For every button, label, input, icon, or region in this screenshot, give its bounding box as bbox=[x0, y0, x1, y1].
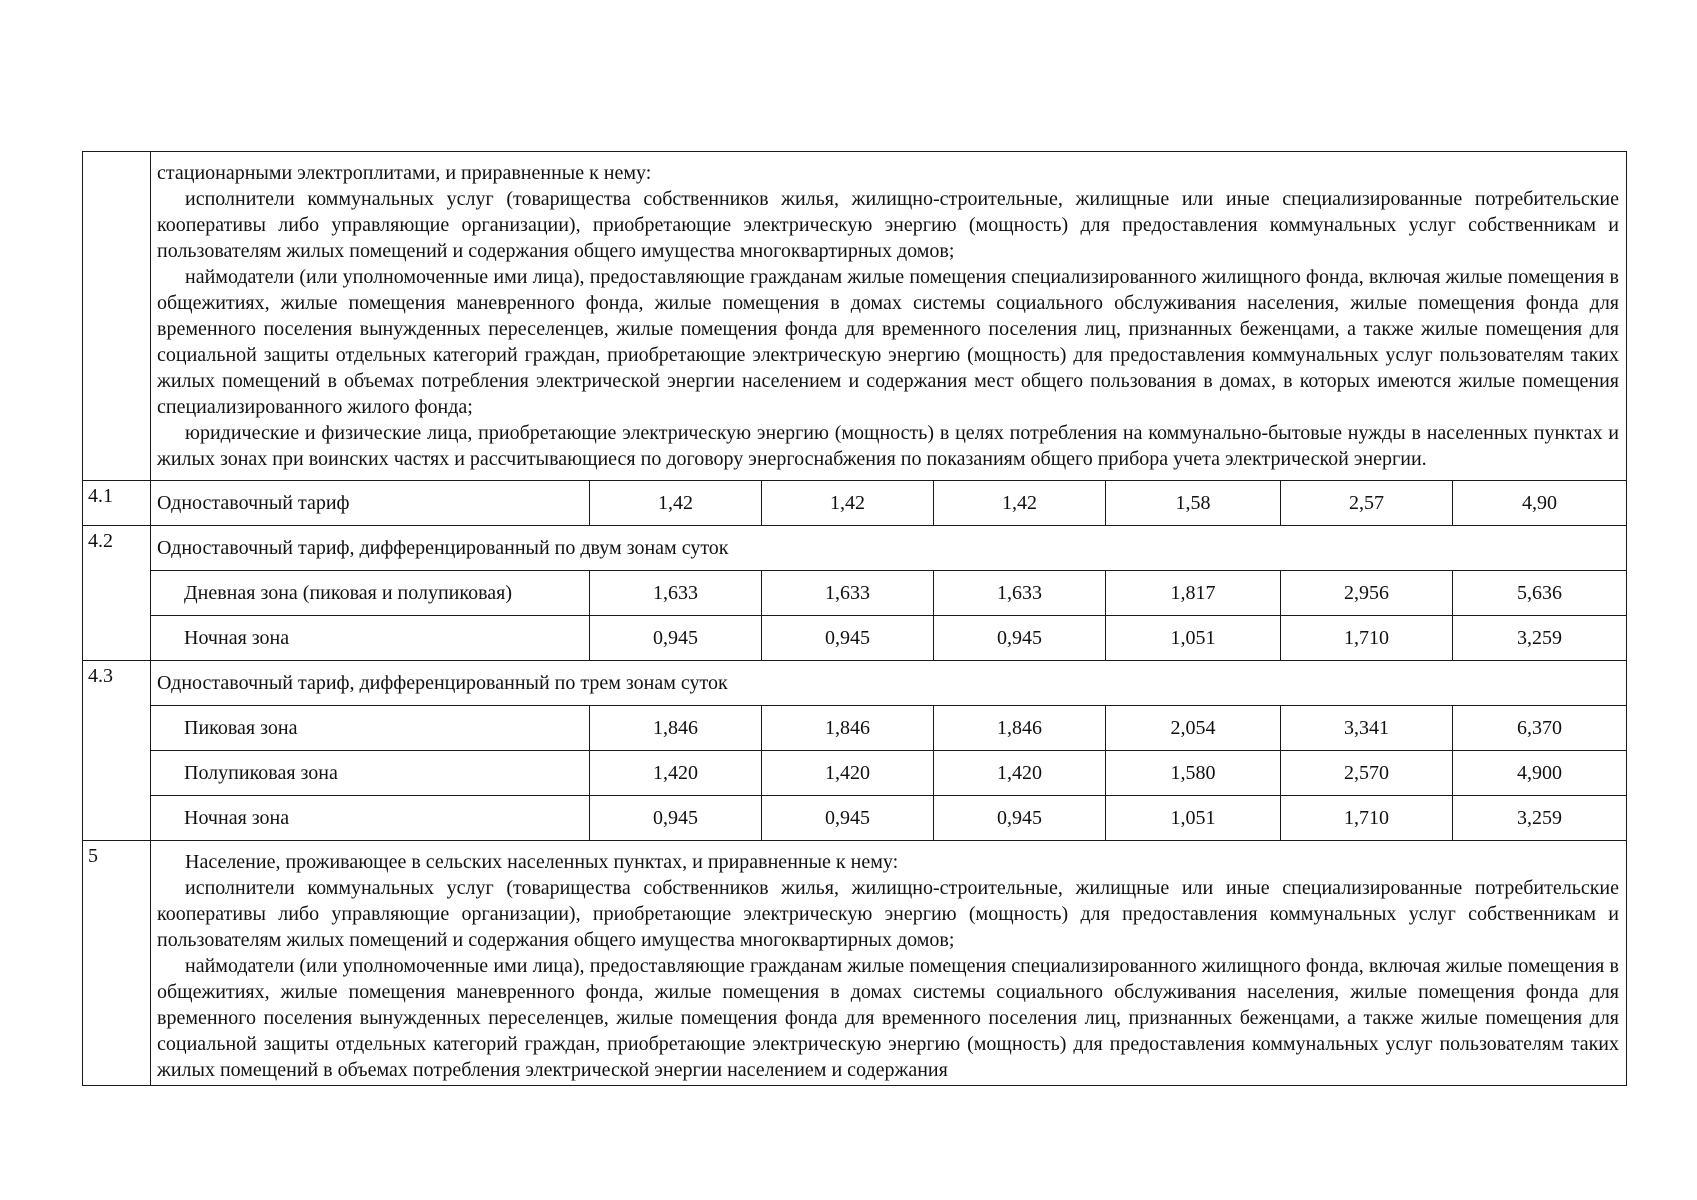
row-label-cell bbox=[151, 661, 1627, 706]
tariff-value: 2,570 bbox=[1344, 762, 1389, 784]
row-number: 4.1 bbox=[83, 481, 151, 526]
row-label: Одноставочный тариф, дифференцированный по двум зонам суток bbox=[157, 537, 729, 559]
tariff-value: 5,636 bbox=[1517, 582, 1562, 604]
tariff-table bbox=[82, 151, 1627, 1086]
value-cell bbox=[1106, 796, 1281, 841]
tariff-value: 0,945 bbox=[653, 807, 698, 829]
zone-label: Ночная зона bbox=[184, 627, 290, 649]
tariff-value: 1,817 bbox=[1170, 582, 1216, 604]
value-cell bbox=[762, 571, 934, 616]
block-4-description-row bbox=[83, 152, 1627, 481]
value-cell bbox=[934, 481, 1106, 526]
tariff-value: 1,58 bbox=[1175, 492, 1211, 514]
value-cell bbox=[1453, 481, 1627, 526]
tariff-value: 1,42 bbox=[830, 492, 865, 514]
subrow-label-cell bbox=[151, 616, 590, 661]
row-number: 4.2 bbox=[83, 526, 151, 661]
row-label: Одноставочный тариф, дифференцированный по трем зонам суток bbox=[157, 672, 728, 694]
tariff-value: 3,341 bbox=[1344, 717, 1389, 739]
tariff-value: 1,710 bbox=[1344, 627, 1389, 649]
value-cell bbox=[1453, 571, 1627, 616]
row-4-3-semipeak-zone bbox=[83, 751, 1627, 796]
value-cell bbox=[590, 481, 762, 526]
tariff-value: 3,259 bbox=[1517, 627, 1562, 649]
tariff-value: 1,846 bbox=[825, 717, 870, 739]
tariff-value: 1,051 bbox=[1170, 807, 1216, 829]
row-4-3-header bbox=[83, 661, 1627, 706]
row-label-cell bbox=[151, 526, 1627, 571]
value-cell bbox=[934, 706, 1106, 751]
value-cell bbox=[590, 616, 762, 661]
value-cell bbox=[1453, 796, 1627, 841]
tariff-value: 1,846 bbox=[653, 717, 698, 739]
value-cell bbox=[762, 751, 934, 796]
block-5-text-cell bbox=[151, 841, 1627, 1086]
row-4-2-header bbox=[83, 526, 1627, 571]
value-cell bbox=[590, 571, 762, 616]
tariff-value: 6,370 bbox=[1517, 717, 1562, 739]
value-cell bbox=[1281, 751, 1453, 796]
value-cell bbox=[934, 796, 1106, 841]
value-cell bbox=[1281, 571, 1453, 616]
tariff-value: 0,945 bbox=[997, 627, 1042, 649]
block-5-description-row bbox=[83, 841, 1627, 1086]
subrow-label-cell bbox=[151, 796, 590, 841]
tariff-value: 0,945 bbox=[997, 807, 1042, 829]
value-cell bbox=[762, 616, 934, 661]
row-4-3-peak-zone bbox=[83, 706, 1627, 751]
row-label: Одноставочный тариф bbox=[157, 492, 350, 514]
tariff-value: 2,054 bbox=[1170, 717, 1216, 739]
tariff-value: 0,945 bbox=[825, 627, 870, 649]
subrow-label-cell bbox=[151, 751, 590, 796]
value-cell bbox=[762, 481, 934, 526]
value-cell bbox=[1453, 751, 1627, 796]
value-cell bbox=[934, 751, 1106, 796]
zone-label: Полупиковая зона bbox=[184, 762, 338, 784]
tariff-value: 1,633 bbox=[997, 582, 1042, 604]
tariff-value: 0,945 bbox=[825, 807, 870, 829]
row-4-2-night-zone bbox=[83, 616, 1627, 661]
row-4-3-night-zone bbox=[83, 796, 1627, 841]
tariff-value: 1,633 bbox=[825, 582, 870, 604]
tariff-value: 1,633 bbox=[653, 582, 698, 604]
block-5-paragraph: Население, проживающее в сельских населенных пунктах, и приравненные к нему: bbox=[185, 851, 899, 873]
zone-label: Пиковая зона bbox=[184, 717, 298, 739]
value-cell bbox=[1281, 481, 1453, 526]
row-label-cell bbox=[151, 481, 590, 526]
row-4-1 bbox=[83, 481, 1627, 526]
subrow-label-cell bbox=[151, 706, 590, 751]
block-5-paragraph: наймодатели (или уполномоченные ими лица), предоставляющие гражданам жилые помещения специализированного жилищного фонда, включая жилые помещения в общежитиях, жилые помещения маневренного фонда, жилые помещения в домах системы социального обслуживания населения, жилые помещения фонда для временного поселения вынужденных переселенцев, жилые помещения фонда для временного поселения лиц, признанных беженцами, а также жилые помещения для социальной защиты отдельных категорий граждан, приобретающие электрическую энергию (мощность) для предоставления коммунальных услуг пользователям таких жилых помещений в объемах потребления электрической энергии населением и содержания bbox=[157, 955, 1619, 1081]
value-cell bbox=[1106, 571, 1281, 616]
tariff-value: 1,420 bbox=[997, 762, 1042, 784]
tariff-value: 1,420 bbox=[825, 762, 870, 784]
tariff-value: 3,259 bbox=[1517, 807, 1562, 829]
value-cell bbox=[1106, 481, 1281, 526]
tariff-value: 1,420 bbox=[653, 762, 698, 784]
row-number: 4.3 bbox=[83, 661, 151, 841]
value-cell bbox=[934, 616, 1106, 661]
value-cell bbox=[1281, 706, 1453, 751]
value-cell bbox=[590, 796, 762, 841]
value-cell bbox=[1453, 706, 1627, 751]
row-number: 5 bbox=[83, 841, 151, 1086]
value-cell bbox=[762, 706, 934, 751]
zone-label: Дневная зона (пиковая и полупиковая) bbox=[184, 582, 512, 604]
tariff-value: 4,90 bbox=[1522, 492, 1557, 514]
row-4-2-day-zone bbox=[83, 571, 1627, 616]
block-5-paragraph: исполнители коммунальных услуг (товарищества собственников жилья, жилищно-строительные, жилищные или иные специализированные потребительские кооперативы либо управляющие организации), приобретающие электрическую энергию (мощность) для предоставления коммунальных услуг собственникам и пользователям жилых помещений и содержания общего имущества многоквартирных домов; bbox=[157, 877, 1619, 951]
value-cell bbox=[1453, 616, 1627, 661]
value-cell bbox=[590, 706, 762, 751]
subrow-label-cell bbox=[151, 571, 590, 616]
tariff-value: 1,42 bbox=[658, 492, 693, 514]
zone-label: Ночная зона bbox=[184, 807, 290, 829]
value-cell bbox=[1106, 706, 1281, 751]
value-cell bbox=[762, 796, 934, 841]
tariff-value: 2,956 bbox=[1344, 582, 1389, 604]
value-cell bbox=[590, 751, 762, 796]
tariff-value: 1,42 bbox=[1002, 492, 1037, 514]
block-4-num-cell bbox=[83, 152, 151, 481]
tariff-value: 1,846 bbox=[997, 717, 1042, 739]
tariff-value: 2,57 bbox=[1349, 492, 1384, 514]
tariff-value: 1,710 bbox=[1344, 807, 1389, 829]
block-4-paragraph: юридические и физические лица, приобретающие электрическую энергию (мощность) в целях потребления на коммунально-бытовые нужды в населенных пунктах и жилых зонах при воинских частях и рассчитывающиеся по договору энергоснабжения по показаниям общего прибора учета электрической энергии. bbox=[157, 422, 1619, 470]
block-4-paragraph: стационарными электроплитами, и приравненные к нему: bbox=[157, 162, 652, 184]
value-cell bbox=[1281, 796, 1453, 841]
value-cell bbox=[1106, 616, 1281, 661]
tariff-value: 0,945 bbox=[653, 627, 698, 649]
value-cell bbox=[1106, 751, 1281, 796]
tariff-value: 4,900 bbox=[1517, 762, 1562, 784]
value-cell bbox=[934, 571, 1106, 616]
block-4-paragraph: исполнители коммунальных услуг (товарищества собственников жилья, жилищно-строительные, жилищные или иные специализированные потребительские кооперативы либо управляющие организации), приобретающие электрическую энергию (мощность) для предоставления коммунальных услуг собственникам и пользователям жилых помещений и содержания общего имущества многоквартирных домов; bbox=[157, 188, 1619, 262]
tariff-value: 1,580 bbox=[1170, 762, 1216, 784]
block-4-paragraph: наймодатели (или уполномоченные ими лица), предоставляющие гражданам жилые помещения специализированного жилищного фонда, включая жилые помещения в общежитиях, жилые помещения маневренного фонда, жилые помещения в домах системы социального обслуживания населения, жилые помещения фонда для временного поселения вынужденных переселенцев, жилые помещения фонда для временного поселения лиц, признанных беженцами, а также жилые помещения для социальной защиты отдельных категорий граждан, приобретающие электрическую энергию (мощность) для предоставления коммунальных услуг пользователям таких жилых помещений в объемах потребления электрической энергии населением и содержания мест общего пользования в домах, в которых имеются жилые помещения специализированного жилого фонда; bbox=[157, 266, 1619, 418]
tariff-table-page bbox=[82, 151, 1626, 1086]
value-cell bbox=[1281, 616, 1453, 661]
tariff-value: 1,051 bbox=[1170, 627, 1216, 649]
block-4-text-cell bbox=[151, 152, 1627, 481]
